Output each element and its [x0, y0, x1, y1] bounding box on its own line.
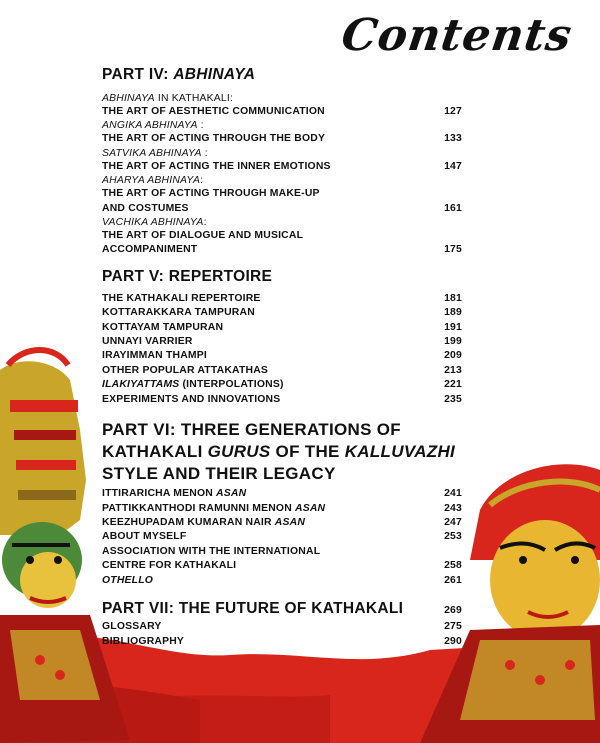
toc-entry-page: 133 [444, 133, 462, 145]
toc-entry-page: 199 [444, 336, 462, 348]
toc-subheading: SATVIKA ABHINAYA : [102, 147, 208, 159]
toc-entry[interactable] [102, 160, 462, 174]
toc-entry-page: 235 [444, 393, 462, 405]
part-heading: PART VI: THREE GENERATIONS OF KATHAKALI GURUS OF THE KALLUVAZHI STYLE AND THEIR LEGACY [102, 420, 456, 484]
page-title: Contents [338, 10, 576, 61]
toc-entry[interactable] [102, 335, 462, 349]
toc-entry[interactable] [102, 378, 462, 392]
toc-entry[interactable] [102, 306, 462, 320]
toc-entry[interactable] [102, 487, 462, 501]
toc-entry-label: THE ART OF AESTHETIC COMMUNICATION [102, 106, 325, 117]
toc-entry-label: KOTTARAKKARA TAMPURAN [102, 307, 255, 319]
toc-entry[interactable] [102, 530, 462, 544]
toc-entry-page: 243 [444, 502, 462, 514]
toc-entry-label: AND COSTUMES [102, 202, 189, 214]
toc-entry[interactable] [102, 635, 462, 649]
toc-entry-page: 147 [444, 160, 462, 172]
toc-entry-label: CENTRE FOR KATHAKALI [102, 560, 237, 572]
toc-entry[interactable] [102, 574, 462, 588]
part-heading: PART VII: THE FUTURE OF KATHAKALI [102, 599, 404, 617]
toc-entry[interactable] [102, 202, 462, 216]
toc-entry-page: 213 [444, 364, 462, 376]
part-heading-text: PART IV: [102, 66, 174, 83]
toc-entry[interactable] [102, 105, 462, 119]
part-heading-row[interactable] [102, 600, 462, 618]
toc-entry[interactable] [102, 243, 462, 257]
toc-entry-label: UNNAYI VARRIER [102, 336, 193, 348]
toc-entry-page: 261 [444, 574, 462, 586]
table-of-contents [102, 66, 462, 649]
toc-entry-page: 189 [444, 307, 462, 319]
toc-entry-label: THE KATHAKALI REPERTOIRE [102, 292, 261, 304]
toc-subheading: VACHIKA ABHINAYA: [102, 217, 207, 229]
part-heading [102, 66, 462, 84]
toc-entry[interactable] [102, 321, 462, 335]
toc-entry-line: THE ART OF DIALOGUE AND MUSICAL [102, 230, 304, 242]
toc-entry-page: 253 [444, 531, 462, 543]
toc-entry-page: 290 [444, 635, 462, 647]
part-heading: PART V: REPERTOIRE [102, 267, 273, 285]
toc-subheading: ANGIKA ABHINAYA : [102, 120, 204, 132]
toc-entry-label: EXPERIMENTS AND INNOVATIONS [102, 393, 281, 405]
toc-entry[interactable] [102, 620, 462, 634]
toc-entry-label: ITTIRARICHA MENON ASAN [102, 488, 247, 500]
toc-entry-label: OTHER POPULAR ATTAKATHAS [102, 364, 269, 376]
toc-entry[interactable] [102, 502, 462, 516]
toc-entry[interactable] [102, 349, 462, 363]
toc-entry-label: ACCOMPANIMENT [102, 244, 198, 256]
toc-entry-page: 269 [444, 604, 462, 616]
toc-entry-line: ASSOCIATION WITH THE INTERNATIONAL [102, 545, 321, 557]
toc-entry[interactable] [102, 292, 462, 306]
toc-entry-page: 161 [444, 202, 462, 214]
toc-entry[interactable] [102, 393, 462, 407]
toc-entry-page: 275 [444, 621, 462, 633]
toc-entry-label: IRAYIMMAN THAMPI [102, 350, 207, 362]
toc-entry[interactable] [102, 364, 462, 378]
toc-entry[interactable] [102, 559, 462, 573]
toc-entry[interactable] [102, 132, 462, 146]
toc-entry-label: BIBLIOGRAPHY [102, 635, 185, 647]
toc-entry-page: 258 [444, 560, 462, 572]
toc-entry-line: THE ART OF ACTING THROUGH MAKE-UP [102, 188, 320, 200]
toc-entry-label: THE ART OF ACTING THE INNER EMOTIONS [102, 160, 331, 172]
toc-entry-label: GLOSSARY [102, 621, 162, 633]
toc-entry-page: 209 [444, 350, 462, 362]
toc-entry-page: 181 [444, 292, 462, 304]
toc-entry-page: 247 [444, 516, 462, 528]
toc-entry-label: OTHELLO [102, 574, 154, 586]
toc-entry-label: THE ART OF ACTING THROUGH THE BODY [102, 133, 326, 145]
toc-entry-page: 127 [444, 106, 462, 117]
toc-entry-page: 221 [444, 379, 462, 391]
toc-entry-label: ABOUT MYSELF [102, 531, 187, 543]
toc-entry-label: PATTIKKANTHODI RAMUNNI MENON ASAN [102, 502, 326, 514]
toc-subheading: AHARYA ABHINAYA: [102, 175, 204, 187]
toc-subheading: ABHINAYA IN KATHAKALI: [102, 93, 234, 104]
toc-entry-page: 241 [444, 488, 462, 500]
toc-entry-label: KEEZHUPADAM KUMARAN NAIR ASAN [102, 516, 306, 528]
toc-entry-label: KOTTAYAM TAMPURAN [102, 321, 224, 333]
toc-entry-label: ILAKIYATTAMS (INTERPOLATIONS) [102, 379, 284, 391]
toc-entry-page: 175 [444, 244, 462, 256]
part-heading-italic: ABHINAYA [173, 66, 256, 83]
toc-entry-page: 191 [444, 321, 462, 333]
toc-entry[interactable] [102, 516, 462, 530]
